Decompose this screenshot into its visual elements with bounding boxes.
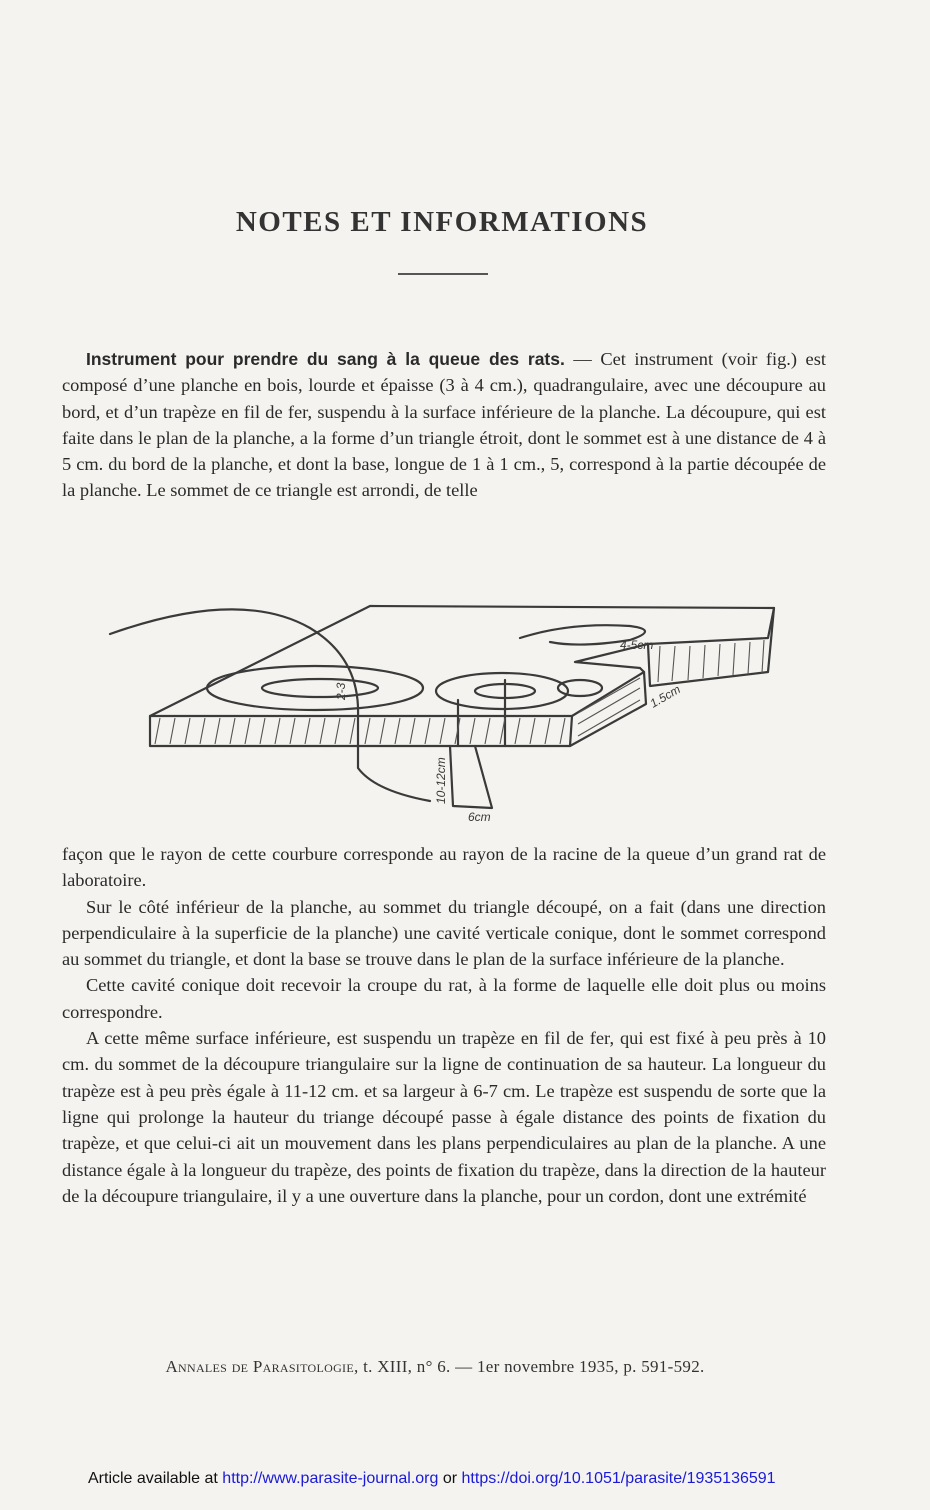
title-divider (398, 273, 488, 275)
paragraph-1-continued: façon que le rayon de cette courbure corresponde au rayon de la racine de la queue d’un grand rat de laboratoire. (62, 844, 826, 891)
availability-or: or (438, 1470, 462, 1487)
citation-details: , t. XIII, n° 6. — 1er novembre 1935, p. 591-592. (353, 1357, 705, 1376)
page-title: NOTES ET INFORMATIONS (235, 206, 649, 238)
paragraph-1 (62, 346, 826, 504)
availability-prefix: Article available at (88, 1470, 223, 1487)
instrument-figure (100, 596, 790, 836)
article-opening (62, 346, 826, 504)
label-depth: 4-5cm (620, 638, 654, 652)
article-lead-title: Instrument pour prendre du sang à la queue des rats. (86, 349, 565, 369)
doi-link[interactable]: https://doi.org/10.1051/parasite/1935136591 (461, 1470, 776, 1487)
article-continuation (62, 841, 826, 1209)
board-top (150, 606, 774, 716)
paragraph-3: Cette cavité conique doit recevoir la croupe du rat, à la forme de laquelle elle doit plus ou moins correspondre. (62, 975, 826, 1022)
journal-name: Annales de Parasitologie (165, 1357, 354, 1376)
label-cord: 2-3 (334, 682, 348, 700)
label-width: 6cm (468, 810, 491, 824)
label-length: 10-12cm (434, 757, 448, 804)
article-availability (88, 1470, 888, 1488)
label-thickness: 1.5cm (647, 682, 683, 711)
paragraph-1-text: — Cet instrument (voir fig.) est composé d’une planche en bois, lourde et épaisse (3 à 4 cm.), quadrangulaire, avec une découpure au bord, et d’un trapèze en fil de fer, suspendu à la surface inférieure de la planche. La découpure, qui est faite dans le plan de la planche, a la forme d’un triangle étroit, dont le sommet est à une distance de 4 à 5 cm. du bord de la planche, et dont la base, longue de 1 à 1 cm., 5, correspond à la partie découpée de la planche. Le sommet de ce triangle est arrondi, de telle (62, 349, 826, 501)
board-front (150, 716, 572, 746)
cutout-face (648, 608, 774, 686)
trapeze (450, 746, 492, 808)
journal-citation (0, 1357, 870, 1377)
paragraph-4: A cette même surface inférieure, est suspendu un trapèze en fil de fer, qui est fixé à peu près à 10 cm. du sommet de la découpure triangulaire sur la ligne de continuation de sa hauteur. La longueur du trapèze est à peu près égale à 11-12 cm. et sa largeur à 6-7 cm. Le trapèze est suspendu de sorte que la ligne qui prolonge la hauteur du triange découpé passe à égale distance des points de fixation du trapèze, et que celui-ci ait un mouvement dans les plans perpendiculaires au plan de la planche. A une distance égale à la longueur du trapèze, des points de fixation du trapèze, dans la direction de la hauteur de la découpure triangulaire, il y a une ouverture dans la planche, pour un cordon, dont une extrémité (62, 1028, 826, 1206)
paragraph-2: Sur le côté inférieur de la planche, au sommet du triangle découpé, on a fait (dans une direction perpendiculaire à la superficie de la planche) une cavité verticale conique, dont le sommet correspond au sommet du triangle, et dont la base se trouve dans le plan de la surface inférieure de la planche. (62, 896, 826, 970)
journal-link[interactable]: http://www.parasite-journal.org (222, 1470, 439, 1487)
